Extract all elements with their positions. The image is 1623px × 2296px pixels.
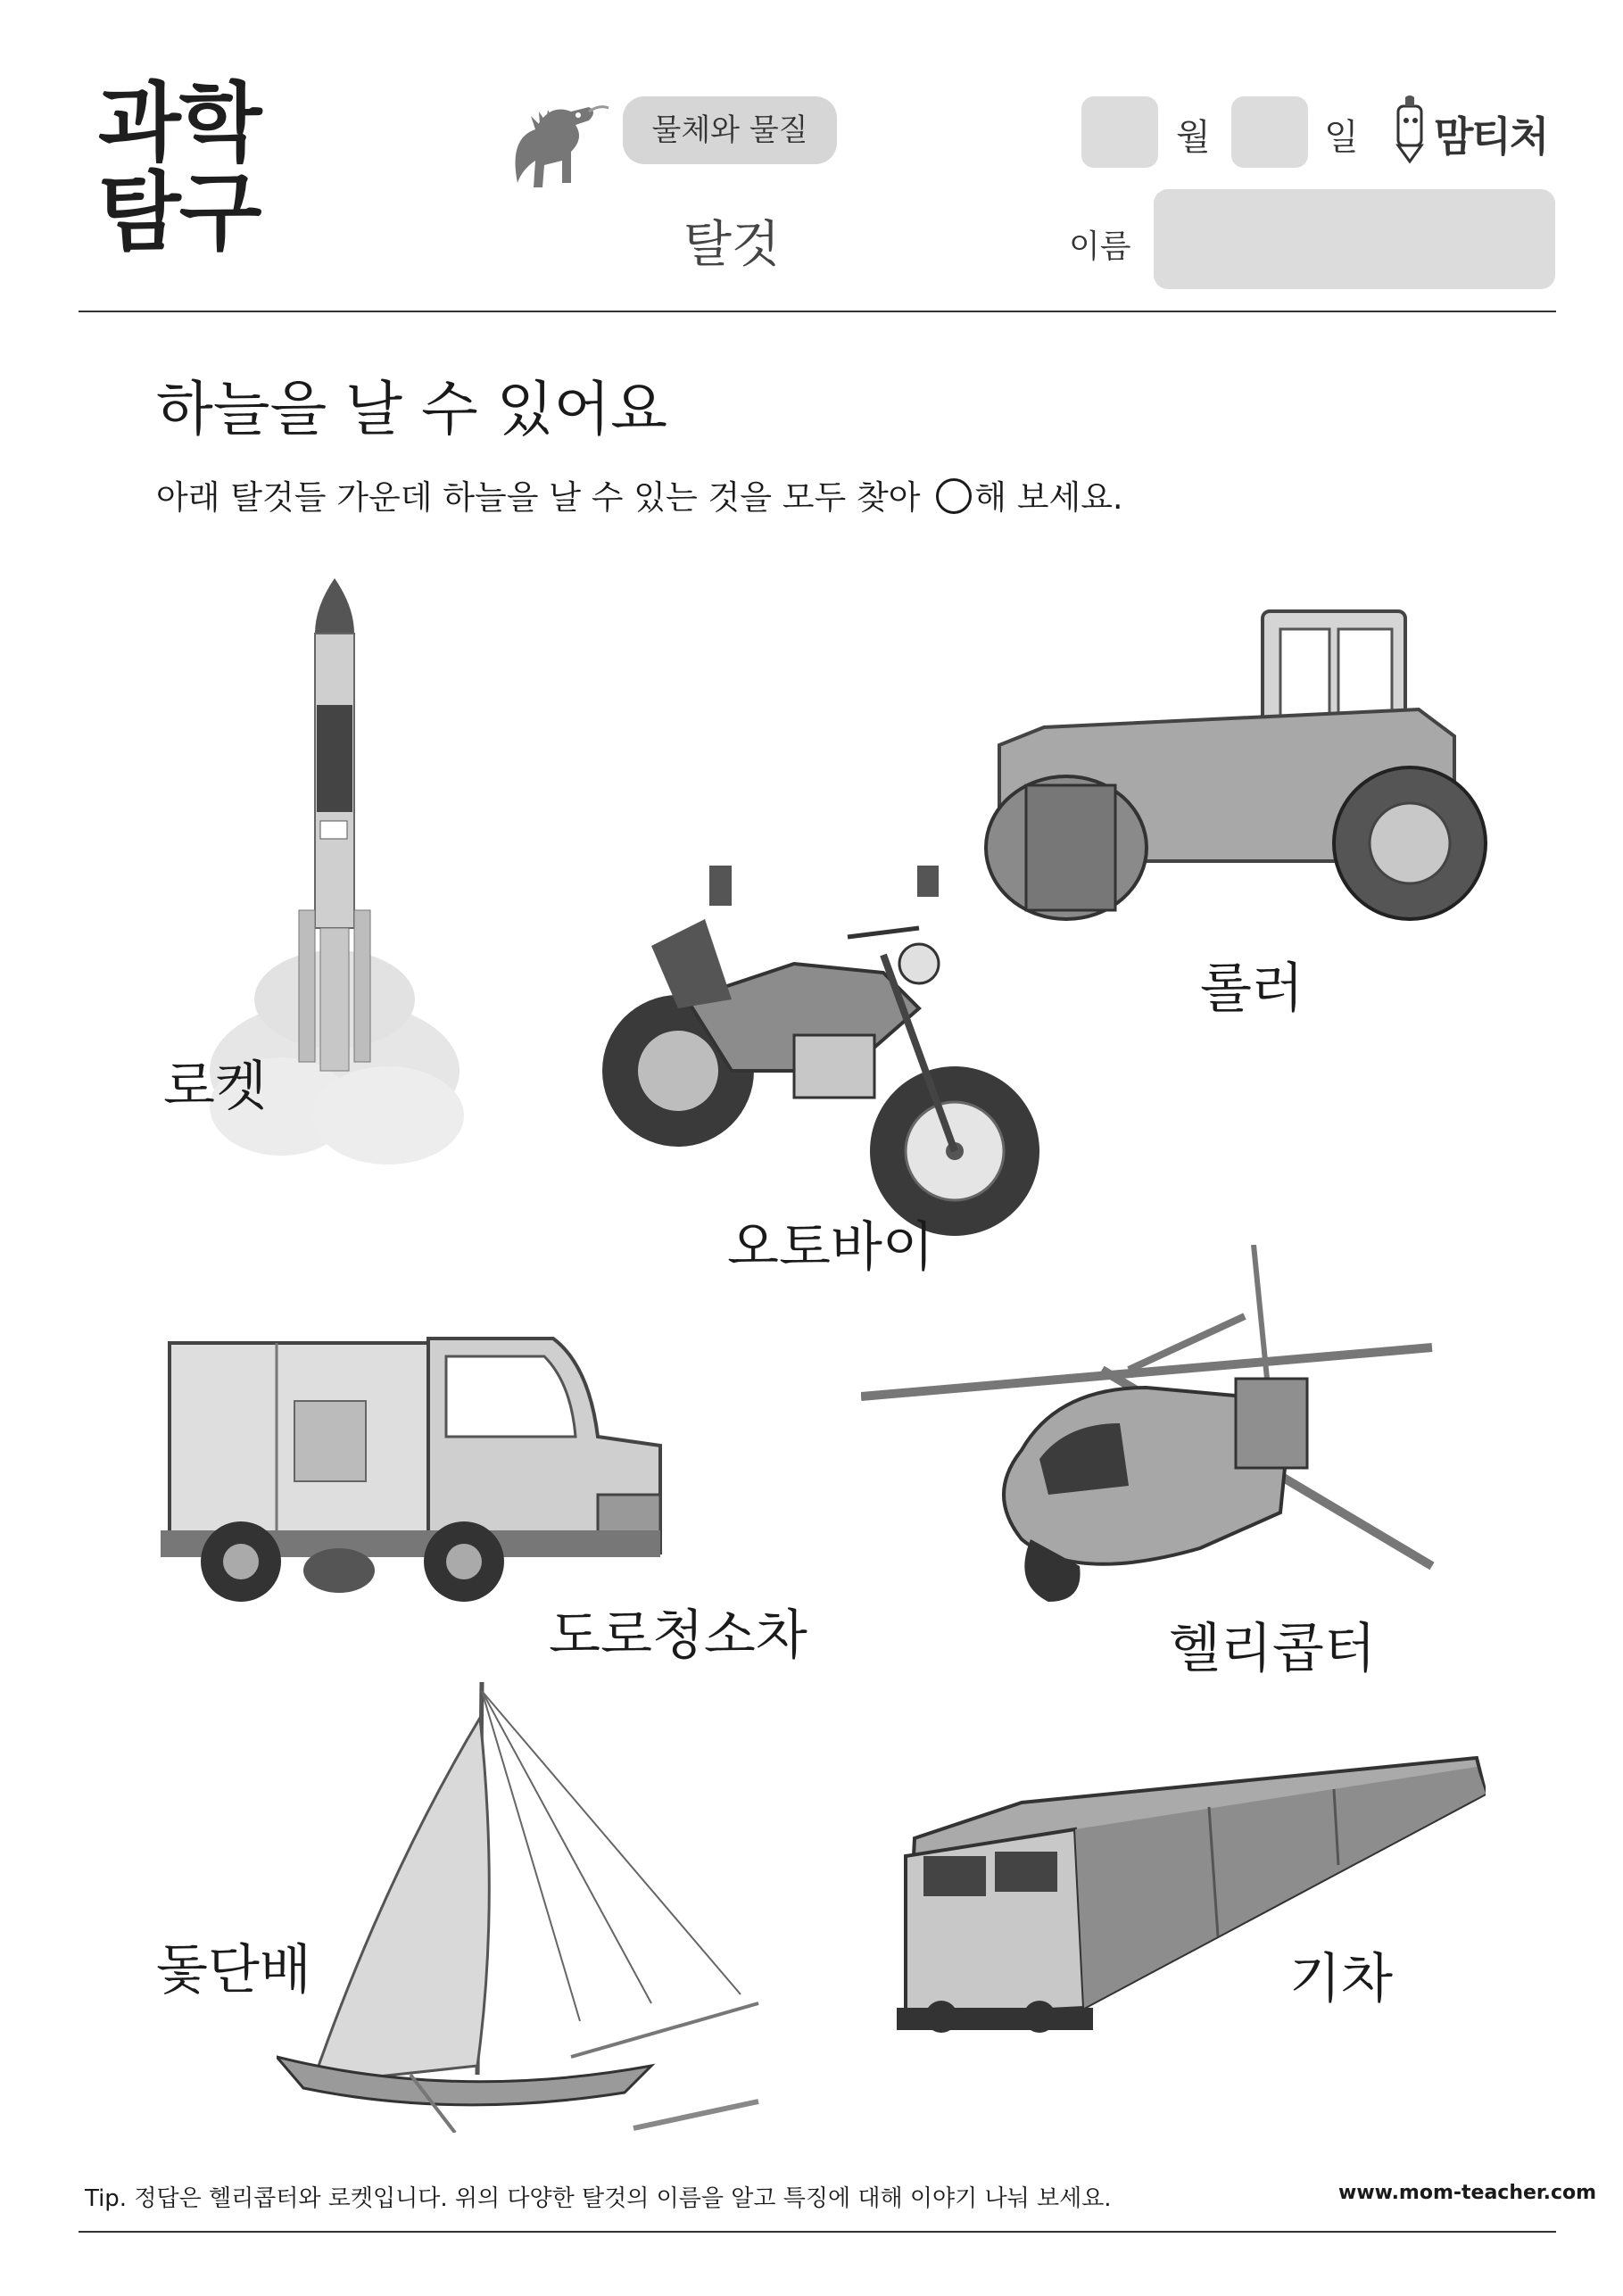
pencil-mascot-icon	[1387, 94, 1432, 165]
vehicle-label-roller: 롤러	[1200, 957, 1304, 1020]
motorcycle-icon	[580, 866, 1044, 1240]
activity-instruction	[156, 470, 1123, 518]
street-sweeper-icon	[161, 1303, 678, 1606]
vehicle-label-helicopter: 헬리콥터	[1169, 1618, 1376, 1680]
vehicle-label-sweeper: 도로청소차	[549, 1604, 807, 1667]
logo-line-2: 탐구	[98, 162, 261, 262]
vehicle-label-rocket: 로켓	[163, 1056, 267, 1118]
name-input[interactable]	[1154, 189, 1555, 289]
instruction-text-start: 아래 탈것들 가운데 하늘을 날 수 있는 것을 모두 찾아	[156, 478, 921, 517]
activity-heading: 하늘을 날 수 있어요	[156, 375, 667, 443]
vehicle-label-train: 기차	[1289, 1948, 1393, 2010]
circle-symbol-icon	[936, 478, 972, 514]
tip-text: Tip. 정답은 헬리콥터와 로켓입니다. 위의 다양한 탈것의 이름을 알고 특징에 대해 이야기 나눠 보세요.	[85, 2185, 1112, 2212]
instruction-text-end: 해 보세요.	[974, 478, 1123, 517]
footer-divider	[79, 2231, 1556, 2233]
sailboat-icon	[277, 1682, 767, 2133]
worksheet-title: 탈것	[683, 216, 781, 274]
vehicle-label-sailboat: 돛단배	[156, 1939, 311, 2002]
month-label: 월	[1176, 117, 1211, 158]
brand-logo	[1387, 94, 1575, 165]
logo-line-1: 과학	[98, 73, 261, 173]
road-roller-icon	[973, 593, 1526, 924]
name-label: 이름	[1069, 228, 1131, 265]
topic-badge: 물체와 물질	[623, 96, 837, 164]
brand-name: 맘티처	[1434, 112, 1548, 161]
website-url: www.mom-teacher.com	[1338, 2182, 1597, 2204]
logo	[98, 73, 277, 262]
train-icon	[870, 1749, 1486, 2035]
header-divider	[79, 311, 1556, 312]
day-input[interactable]	[1231, 96, 1308, 168]
dinosaur-icon	[500, 85, 616, 201]
month-input[interactable]	[1081, 96, 1158, 168]
vehicle-label-motorcycle: 오토바이	[727, 1216, 934, 1279]
helicopter-icon	[861, 1245, 1477, 1637]
day-label: 일	[1324, 117, 1359, 158]
